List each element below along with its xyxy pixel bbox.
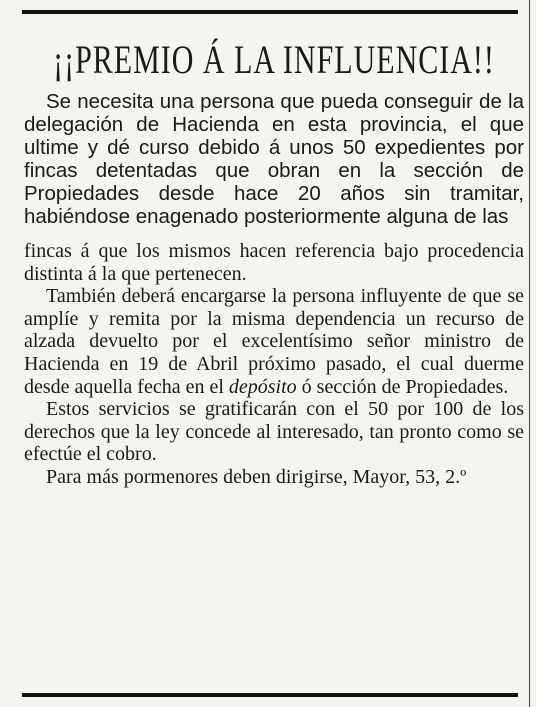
- top-rule: [22, 10, 518, 14]
- advertisement: [24, 22, 524, 489]
- paragraph-influence-text-b: ó sección de Propiedades.: [296, 375, 509, 398]
- paragraph-influence-text-a: También deberá encargarse la persona influyente de que se amplíe y remita por la misma dependencia un recurso de alzada devuelto por el excelentísimo señor ministro de Hacienda en 19 de Abril próximo pasado, el cual duerme desde aquella fecha en el: [24, 285, 524, 398]
- paragraph-reward: Estos servicios se gratificarán con el 50 por 100 de los derechos que la ley concede al interesado, tan pronto como se efectúe el cobro.: [24, 398, 524, 466]
- paragraph-influence: [24, 285, 524, 398]
- column-edge-line: [529, 0, 530, 707]
- line-gap: [24, 228, 524, 240]
- headline: ¡¡PREMIO Á LA INFLUENCIA!!: [53, 38, 495, 83]
- paragraph-main: Se necesita una persona que pueda conseguir de la delegación de Hacienda en esta provincia, el que ultime y dé curso debido á unos 50 expedientes por fincas detentadas que obran en la sección de Propiedades desde hace 20 años sin tramitar, habiéndose enagenado posteriormente alguna de las: [24, 90, 524, 228]
- bottom-rule: [22, 693, 518, 697]
- paragraph-influence-italic: depósito: [228, 375, 297, 398]
- paragraph-contact: Para más pormenores deben dirigirse, Mayor, 53, 2.º: [46, 465, 467, 488]
- paragraph-continuation: fincas á que los mismos hacen referencia bajo procedencia distinta á la que pertenecen.: [24, 240, 524, 285]
